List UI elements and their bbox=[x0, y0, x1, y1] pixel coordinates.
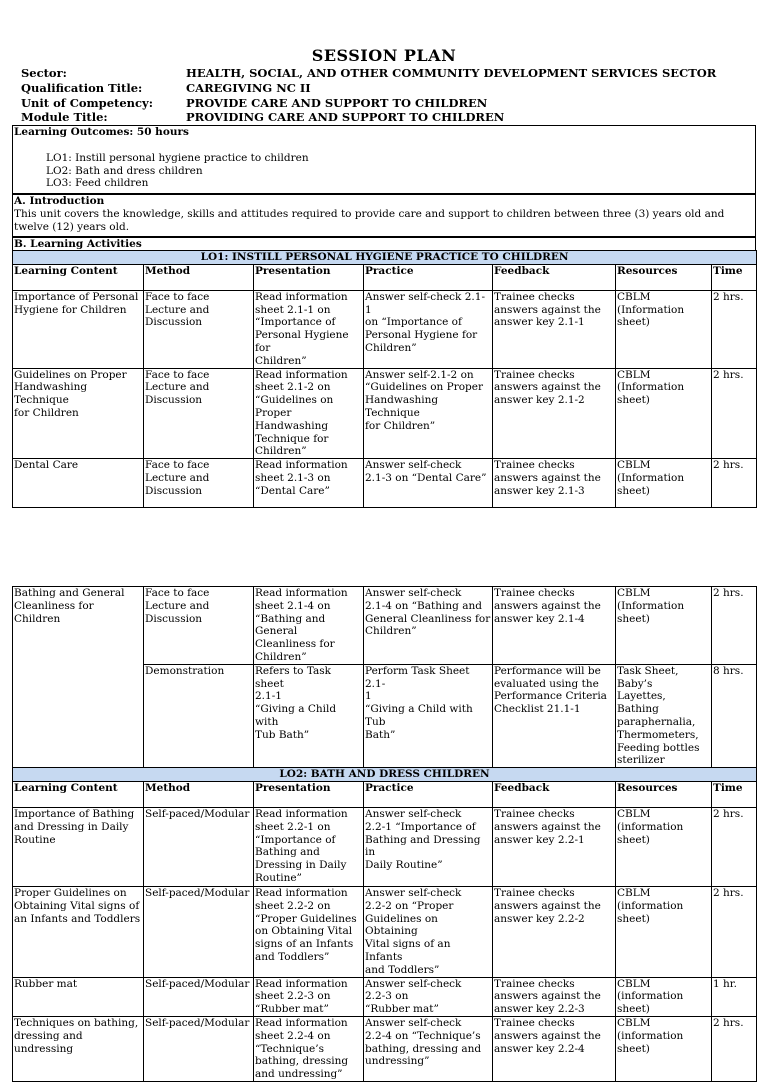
learning-outcomes-list bbox=[13, 139, 755, 190]
column-header: Time bbox=[712, 264, 757, 290]
column-header: Method bbox=[144, 264, 254, 290]
time-cell: 2 hrs. bbox=[712, 459, 757, 508]
feedback-cell: Trainee checks answers against the answer key 2.2-2 bbox=[493, 886, 616, 977]
presentation-cell: Read information sheet 2.2-3 on “Rubber mat” bbox=[254, 977, 364, 1016]
feedback-cell: Trainee checks answers against the answer key 2.2-1 bbox=[493, 807, 616, 886]
method-cell: Self-paced/Modular bbox=[144, 977, 254, 1016]
presentation-cell: Refers to Task sheet 2.1-1 “Giving a Child with Tub Bath” bbox=[254, 664, 364, 767]
practice-cell: Answer self-check 2.2-4 on “Technique’s bathing, dressing and undressing” bbox=[364, 1016, 493, 1081]
column-header: Presentation bbox=[254, 781, 364, 807]
resources-cell: Task Sheet, Baby’s Layettes, Bathing paraphernalia, Thermometers, Feeding bottles sterilizer bbox=[616, 664, 712, 767]
method-cell: Demonstration bbox=[144, 664, 254, 767]
column-header: Practice bbox=[364, 781, 493, 807]
learning-content-cell: Guidelines on Proper Handwashing Technique for Children bbox=[13, 368, 144, 459]
time-cell: 1 hr. bbox=[712, 977, 757, 1016]
column-header: Feedback bbox=[493, 264, 616, 290]
resources-cell: CBLM (Information sheet) bbox=[616, 368, 712, 459]
practice-cell: Answer self-check 2.1-1 on “Importance of Personal Hygiene for Children” bbox=[364, 290, 493, 368]
column-header: Resources bbox=[616, 264, 712, 290]
column-header: Feedback bbox=[493, 781, 616, 807]
feedback-cell: Performance will be evaluated using the Performance Criteria Checklist 21.1-1 bbox=[493, 664, 616, 767]
lo1-table bbox=[12, 250, 757, 508]
learning-content-cell: Rubber mat bbox=[13, 977, 144, 1016]
lo1-continued-table bbox=[12, 586, 757, 1082]
practice-cell: Perform Task Sheet 2.1- 1 “Giving a Child with Tub Bath” bbox=[364, 664, 493, 767]
method-cell: Self-paced/Modular bbox=[144, 807, 254, 886]
learning-content-cell: Bathing and General Cleanliness for Children bbox=[13, 587, 144, 768]
resources-cell: CBLM (Information sheet) bbox=[616, 587, 712, 665]
qualification-value: CAREGIVING NC II bbox=[186, 81, 311, 95]
table-row bbox=[13, 1016, 757, 1081]
learning-outcome-item: LO2: Bath and dress children bbox=[46, 164, 203, 177]
introduction-box bbox=[12, 194, 756, 237]
feedback-cell: Trainee checks answers against the answer key 2.2-3 bbox=[493, 977, 616, 1016]
sector-value: HEALTH, SOCIAL, AND OTHER COMMUNITY DEVELOPMENT SERVICES SECTOR bbox=[186, 66, 717, 80]
learning-content-cell: Proper Guidelines on Obtaining Vital signs of an Infants and Toddlers bbox=[13, 886, 144, 977]
method-cell: Self-paced/Modular bbox=[144, 886, 254, 977]
column-header: Learning Content bbox=[13, 264, 144, 290]
unit-label: Unit of Competency: bbox=[21, 96, 153, 110]
lo1-title: LO1: INSTILL PERSONAL HYGIENE PRACTICE TO CHILDREN bbox=[13, 251, 757, 265]
time-cell: 2 hrs. bbox=[712, 587, 757, 665]
resources-cell: CBLM (Information sheet) bbox=[616, 459, 712, 508]
practice-cell: Answer self-check 2.1-4 on “Bathing and General Cleanliness for Children” bbox=[364, 587, 493, 665]
presentation-cell: Read information sheet 2.2-2 on “Proper Guidelines on Obtaining Vital signs of an Infants and Toddlers” bbox=[254, 886, 364, 977]
resources-cell: CBLM (information sheet) bbox=[616, 807, 712, 886]
time-cell: 2 hrs. bbox=[712, 1016, 757, 1081]
time-cell: 2 hrs. bbox=[712, 368, 757, 459]
method-cell: Face to face Lecture and Discussion bbox=[144, 368, 254, 459]
method-cell: Face to face Lecture and Discussion bbox=[144, 587, 254, 665]
learning-outcomes-heading: Learning Outcomes: 50 hours bbox=[14, 126, 189, 138]
module-value: PROVIDING CARE AND SUPPORT TO CHILDREN bbox=[186, 110, 505, 124]
method-cell: Self-paced/Modular bbox=[144, 1016, 254, 1081]
module-label: Module Title: bbox=[21, 110, 108, 124]
unit-value: PROVIDE CARE AND SUPPORT TO CHILDREN bbox=[186, 96, 488, 110]
practice-cell: Answer self-2.1-2 on “Guidelines on Proper Handwashing Technique for Children” bbox=[364, 368, 493, 459]
presentation-cell: Read information sheet 2.1-4 on “Bathing and General Cleanliness for Children” bbox=[254, 587, 364, 665]
table-row bbox=[13, 977, 757, 1016]
presentation-cell: Read information sheet 2.2-4 on “Technique’s bathing, dressing and undressing” bbox=[254, 1016, 364, 1081]
learning-content-cell: Dental Care bbox=[13, 459, 144, 508]
resources-cell: CBLM (information sheet) bbox=[616, 1016, 712, 1081]
practice-cell: Answer self-check 2.2-2 on “Proper Guidelines on Obtaining Vital signs of an Infants and Toddlers” bbox=[364, 886, 493, 977]
column-header: Practice bbox=[364, 264, 493, 290]
resources-cell: CBLM (Information sheet) bbox=[616, 290, 712, 368]
feedback-cell: Trainee checks answers against the answer key 2.1-3 bbox=[493, 459, 616, 508]
sector-label: Sector: bbox=[21, 66, 67, 80]
column-header: Resources bbox=[616, 781, 712, 807]
time-cell: 2 hrs. bbox=[712, 290, 757, 368]
practice-cell: Answer self-check 2.1-3 on “Dental Care” bbox=[364, 459, 493, 508]
feedback-cell: Trainee checks answers against the answer key 2.2-4 bbox=[493, 1016, 616, 1081]
table-row bbox=[13, 587, 757, 665]
lo2-title: LO2: BATH AND DRESS CHILDREN bbox=[13, 768, 757, 782]
learning-outcomes-box bbox=[12, 125, 756, 194]
practice-cell: Answer self-check 2.2-1 “Importance of Bathing and Dressing in Daily Routine” bbox=[364, 807, 493, 886]
practice-cell: Answer self-check 2.2-3 on “Rubber mat” bbox=[364, 977, 493, 1016]
column-header: Time bbox=[712, 781, 757, 807]
presentation-cell: Read information sheet 2.1-1 on “Importance of Personal Hygiene for Children” bbox=[254, 290, 364, 368]
qualification-label: Qualification Title: bbox=[21, 81, 143, 95]
table-row bbox=[13, 368, 757, 459]
table-row bbox=[13, 459, 757, 508]
time-cell: 2 hrs. bbox=[712, 886, 757, 977]
learning-content-cell: Importance of Personal Hygiene for Children bbox=[13, 290, 144, 368]
presentation-cell: Read information sheet 2.1-3 on “Dental Care” bbox=[254, 459, 364, 508]
resources-cell: CBLM (information sheet) bbox=[616, 977, 712, 1016]
column-header: Method bbox=[144, 781, 254, 807]
feedback-cell: Trainee checks answers against the answer key 2.1-2 bbox=[493, 368, 616, 459]
table-row bbox=[13, 807, 757, 886]
column-header: Presentation bbox=[254, 264, 364, 290]
learning-content-cell: Techniques on bathing, dressing and undressing bbox=[13, 1016, 144, 1081]
learning-outcome-item: LO3: Feed children bbox=[46, 177, 149, 190]
table-row bbox=[13, 886, 757, 977]
column-header: Learning Content bbox=[13, 781, 144, 807]
introduction-text: This unit covers the knowledge, skills and attitudes required to provide care and support to children between three (3) years old and twelve (12) years old. bbox=[14, 207, 725, 233]
presentation-cell: Read information sheet 2.1-2 on “Guidelines on Proper Handwashing Technique for Children” bbox=[254, 368, 364, 459]
time-cell: 8 hrs. bbox=[712, 664, 757, 767]
method-cell: Face to face Lecture and Discussion bbox=[144, 290, 254, 368]
presentation-cell: Read information sheet 2.2-1 on “Importance of Bathing and Dressing in Daily Routine” bbox=[254, 807, 364, 886]
learning-content-cell: Importance of Bathing and Dressing in Daily Routine bbox=[13, 807, 144, 886]
introduction-heading: A. Introduction bbox=[14, 195, 105, 207]
feedback-cell: Trainee checks answers against the answer key 2.1-4 bbox=[493, 587, 616, 665]
feedback-cell: Trainee checks answers against the answer key 2.1-1 bbox=[493, 290, 616, 368]
learning-activities-heading: B. Learning Activities bbox=[12, 237, 756, 251]
learning-outcome-item: LO1: Instill personal hygiene practice to children bbox=[46, 151, 309, 164]
table-row bbox=[13, 290, 757, 368]
resources-cell: CBLM (information sheet) bbox=[616, 886, 712, 977]
method-cell: Face to face Lecture and Discussion bbox=[144, 459, 254, 508]
time-cell: 2 hrs. bbox=[712, 807, 757, 886]
page-title: SESSION PLAN bbox=[311, 46, 457, 65]
